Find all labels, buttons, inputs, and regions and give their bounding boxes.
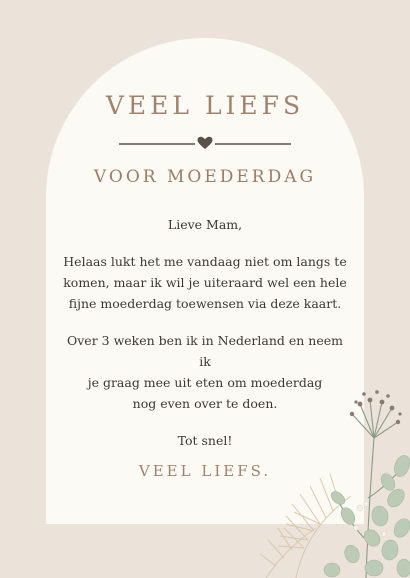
dried-flowers-icon bbox=[256, 378, 410, 578]
paragraph-1-line-1: Helaas lukt het me vandaag niet om langs te bbox=[63, 254, 347, 269]
card-title: VEEL LIEFS bbox=[105, 91, 305, 120]
greeting-line bbox=[60, 214, 350, 235]
card-closing: VEEL LIEFS. bbox=[138, 462, 272, 480]
paragraph-2-line-2: je graag mee uit eten om moederdag bbox=[87, 375, 323, 390]
paragraph-2-line-3: nog even over te doen. bbox=[132, 396, 278, 411]
paragraph-1-line-2: komen, maar ik wil je uiteraard wel een hele bbox=[63, 275, 347, 290]
signoff-text: Tot snel! bbox=[177, 433, 233, 448]
palm-frond bbox=[260, 474, 351, 578]
heart-divider bbox=[119, 133, 291, 153]
paragraph-2-line-1: Over 3 weken ben ik in Nederland en neem ik bbox=[67, 333, 343, 369]
flower-heads bbox=[350, 390, 402, 424]
paragraph-1-line-3: fijne moederdag toewensen via deze kaart. bbox=[68, 296, 342, 311]
paragraph-1 bbox=[60, 251, 350, 314]
greeting-text: Lieve Mam, bbox=[167, 217, 243, 232]
heart-icon bbox=[198, 137, 213, 149]
card-subtitle: VOOR MOEDERDAG bbox=[93, 167, 317, 187]
